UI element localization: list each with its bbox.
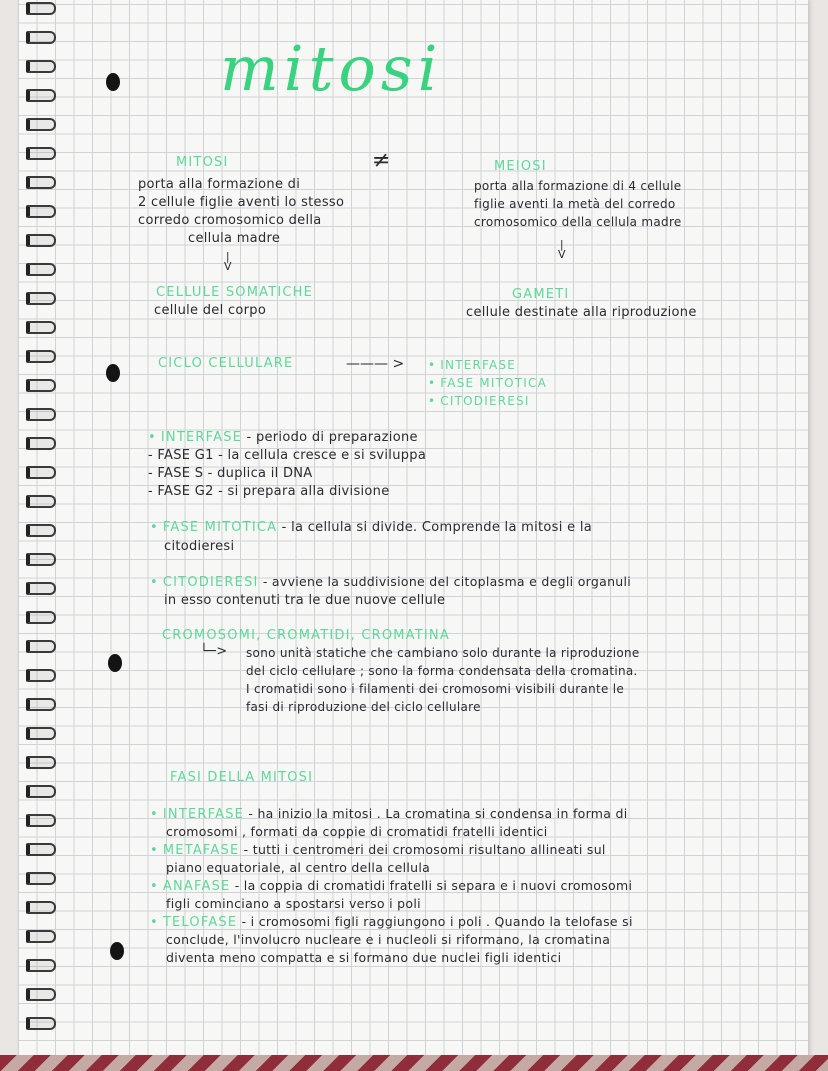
spiral-coil xyxy=(26,669,56,682)
spiral-coil xyxy=(26,524,56,537)
interfase-row xyxy=(148,430,418,445)
cromosomi-line: I cromatidi sono i filamenti dei cromosomi visibili durante le xyxy=(246,682,625,696)
meiosi-line: porta alla formazione di 4 cellule xyxy=(474,179,682,193)
spiral-coil xyxy=(26,582,56,595)
punch-hole xyxy=(108,654,122,672)
ciclo-item: • INTERFASE xyxy=(428,358,516,372)
ciclo-item: • FASE MITOTICA xyxy=(428,376,547,390)
fase-term: • TELOFASE xyxy=(150,915,237,930)
mitosi-heading: MITOSI xyxy=(176,155,229,170)
citodieresi-term: • CITODIERESI xyxy=(150,575,259,590)
spiral-coil xyxy=(26,60,56,73)
cellule-somatiche-heading: CELLULE SOMATICHE xyxy=(156,285,314,300)
cromosomi-line: del ciclo cellulare ; sono la forma condensata della cromatina. xyxy=(246,664,638,678)
punch-hole xyxy=(110,942,124,960)
spiral-coil xyxy=(26,814,56,827)
fase-line: - FASE G1 - la cellula cresce e si sviluppa xyxy=(148,448,427,463)
fase-row-interfase xyxy=(150,806,628,822)
fase-desc: - ha inizio la mitosi . La cromatina si condensa in forma di xyxy=(248,806,628,821)
fase-cont: piano equatoriale, al centro della cellula xyxy=(166,860,431,875)
mitosi-arrow: | V xyxy=(224,250,232,273)
spiral-coil xyxy=(26,872,56,885)
spiral-coil xyxy=(26,611,56,624)
ciclo-cellulare-label: CICLO CELLULARE xyxy=(158,356,294,371)
spiral-coil xyxy=(26,89,56,102)
gameti-text: cellule destinate alla riproduzione xyxy=(466,305,697,320)
punch-hole xyxy=(106,364,120,382)
spiral-coil xyxy=(26,321,56,334)
spiral-coil xyxy=(26,756,56,769)
interfase-term: • INTERFASE xyxy=(148,430,242,445)
spiral-coil xyxy=(26,408,56,421)
spiral-coil xyxy=(26,147,56,160)
interfase-desc: - periodo di preparazione xyxy=(246,430,418,445)
spiral-coil xyxy=(26,901,56,914)
fase-line: - FASE S - duplica il DNA xyxy=(148,466,313,481)
ciclo-item: • CITODIERESI xyxy=(428,394,530,408)
fase-cont: cromosomi , formati da coppie di cromatidi fratelli identici xyxy=(166,824,548,839)
spiral-coil xyxy=(26,118,56,131)
spiral-coil xyxy=(26,843,56,856)
mitosi-line: corredo cromosomico della xyxy=(138,213,322,228)
meiosi-heading: MEIOSI xyxy=(494,159,547,174)
spiral-coil xyxy=(26,930,56,943)
cromosomi-arrow: └─> xyxy=(200,644,228,659)
spiral-coil xyxy=(26,553,56,566)
spiral-coil xyxy=(26,698,56,711)
spiral-coil xyxy=(26,959,56,972)
spiral-coil xyxy=(26,292,56,305)
ciclo-arrow: ——— > xyxy=(346,356,405,372)
meiosi-line: cromosomico della cellula madre xyxy=(474,215,682,229)
spiral-coil xyxy=(26,205,56,218)
spiral-binding xyxy=(26,0,56,1050)
spiral-coil xyxy=(26,727,56,740)
notebook-bottom-edge xyxy=(0,1055,828,1071)
spiral-coil xyxy=(26,1017,56,1030)
fase-desc: - tutti i centromeri dei cromosomi risultano allineati sul xyxy=(243,842,606,857)
fase-cont: figli cominciano a spostarsi verso i poli xyxy=(166,896,421,911)
fase-cont: conclude, l'involucro nucleare e i nucleoli si riformano, la cromatina xyxy=(166,932,611,947)
fase-desc: - la coppia di cromatidi fratelli si separa e i nuovi cromosomi xyxy=(234,878,633,893)
spiral-coil xyxy=(26,2,56,15)
fase-desc: - i cromosomi figli raggiungono i poli . Quando la telofase si xyxy=(241,914,633,929)
spiral-coil xyxy=(26,263,56,276)
spiral-coil xyxy=(26,379,56,392)
fase-mitotica-cont: citodieresi xyxy=(164,539,235,554)
spiral-coil xyxy=(26,234,56,247)
cromosomi-line: fasi di riproduzione del ciclo cellulare xyxy=(246,700,481,714)
fase-mitotica-row xyxy=(150,520,592,535)
spiral-coil xyxy=(26,495,56,508)
cromosomi-line: sono unità statiche che cambiano solo durante la riproduzione xyxy=(246,646,640,660)
spiral-coil xyxy=(26,176,56,189)
fasi-heading: FASI DELLA MITOSI xyxy=(170,770,314,785)
spiral-coil xyxy=(26,437,56,450)
fase-cont: diventa meno compatta e si formano due nuclei figli identici xyxy=(166,950,562,965)
spiral-coil xyxy=(26,350,56,363)
fase-line: - FASE G2 - si prepara alla divisione xyxy=(148,484,390,499)
punch-hole xyxy=(106,73,120,91)
spiral-coil xyxy=(26,988,56,1001)
gameti-heading: GAMETI xyxy=(512,287,570,302)
spiral-coil xyxy=(26,785,56,798)
fase-row-metafase xyxy=(150,842,606,858)
fase-row-telofase xyxy=(150,914,633,930)
mitosi-line: cellula madre xyxy=(188,231,281,246)
spiral-coil xyxy=(26,466,56,479)
fase-row-anafase xyxy=(150,878,632,894)
not-equal-sign: ≠ xyxy=(372,148,391,173)
citodieresi-cont: in esso contenuti tra le due nuove cellule xyxy=(164,593,446,608)
cellule-somatiche-text: cellule del corpo xyxy=(154,303,267,318)
mitosi-line: porta alla formazione di xyxy=(138,177,301,192)
cromosomi-heading: CROMOSOMI, CROMATIDI, CROMATINA xyxy=(162,628,450,643)
fase-mitotica-desc: - la cellula si divide. Comprende la mitosi e la xyxy=(281,520,593,535)
meiosi-arrow: | V xyxy=(558,238,566,261)
meiosi-line: figlie aventi la metà del corredo xyxy=(474,197,676,211)
citodieresi-row xyxy=(150,574,631,590)
spiral-coil xyxy=(26,640,56,653)
fase-term: • INTERFASE xyxy=(150,807,244,822)
mitosi-line: 2 cellule figlie aventi lo stesso xyxy=(138,195,345,210)
fase-term: • METAFASE xyxy=(150,843,239,858)
fase-term: • ANAFASE xyxy=(150,879,230,894)
citodieresi-desc: - avviene la suddivisione del citoplasma e degli organuli xyxy=(262,574,632,589)
spiral-coil xyxy=(26,31,56,44)
fase-mitotica-term: • FASE MITOTICA xyxy=(150,520,277,535)
page-title: mitosi xyxy=(220,32,443,105)
